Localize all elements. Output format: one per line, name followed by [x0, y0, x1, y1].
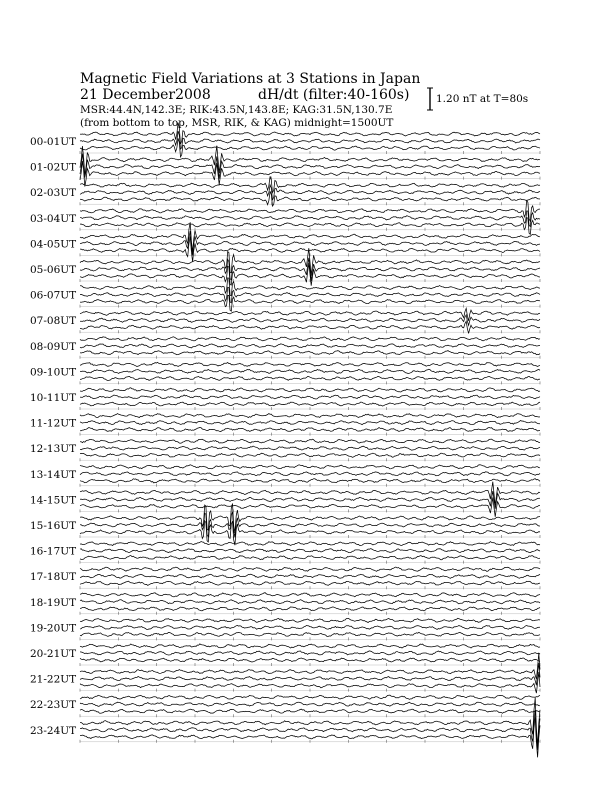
trace-MSR	[80, 717, 540, 757]
row-label: 10-11UT	[30, 392, 77, 404]
row-label: 20-21UT	[30, 648, 77, 660]
trace-KAG	[80, 414, 540, 418]
row-09-10UT	[30, 362, 540, 384]
trace-RIK	[80, 549, 540, 553]
trace-RIK	[80, 344, 540, 348]
chart-quantity: dH/dt (filter:40-160s)	[258, 87, 410, 103]
row-label: 08-09UT	[30, 340, 77, 353]
row-label: 05-06UT	[30, 264, 77, 276]
trace-RIK	[80, 663, 540, 685]
trace-RIK	[80, 421, 540, 425]
trace-MSR	[80, 581, 540, 585]
trace-RIK	[80, 315, 540, 326]
row-13-14UT	[30, 465, 540, 487]
trace-RIK	[80, 369, 540, 373]
trace-KAG	[80, 362, 540, 366]
trace-MSR	[80, 521, 540, 545]
trace-KAG	[80, 593, 540, 597]
trace-RIK	[80, 625, 540, 629]
trace-RIK	[80, 574, 540, 578]
trace-MSR	[80, 556, 540, 560]
row-label: 11-12UT	[30, 417, 77, 430]
trace-MSR	[80, 218, 540, 235]
row-22-23UT	[30, 695, 540, 717]
row-16-17UT	[30, 542, 540, 564]
trace-RIK	[80, 600, 540, 604]
trace-RIK	[80, 702, 540, 706]
trace-MSR	[80, 497, 540, 516]
row-00-01UT	[30, 123, 540, 157]
scale-bar-label: 1.20 nT at T=80s	[436, 93, 529, 105]
row-18-19UT	[30, 593, 540, 615]
trace-KAG	[80, 542, 540, 546]
trace-MSR	[80, 376, 540, 380]
trace-KAG	[80, 695, 540, 699]
trace-RIK	[80, 231, 540, 255]
trace-KAG	[80, 337, 540, 341]
trace-MSR	[80, 402, 540, 406]
trace-KAG	[80, 567, 540, 571]
row-label: 07-08UT	[30, 315, 77, 328]
station-coordinates: MSR:44.4N,142.3E; RIK:43.5N,143.8E; KAG:31.5N,130.7E	[80, 104, 393, 116]
row-label: 01-02UT	[30, 161, 77, 174]
row-03-04UT	[30, 201, 540, 235]
trace-MSR	[80, 351, 540, 355]
row-08-09UT	[30, 337, 540, 359]
row-label: 00-01UT	[30, 136, 77, 148]
row-20-21UT	[30, 644, 540, 666]
row-11-12UT	[30, 414, 540, 436]
row-21-22UT	[30, 653, 540, 693]
row-19-20UT	[30, 618, 540, 640]
trace-RIK	[80, 395, 540, 399]
trace-KAG	[80, 644, 540, 648]
trace-MSR	[80, 161, 540, 187]
trace-MSR	[80, 428, 540, 432]
trace-MSR	[80, 709, 540, 713]
station-order-note: (from bottom to top, MSR, RIK, & KAG) midnight=1500UT	[80, 117, 394, 129]
trace-RIK	[80, 446, 540, 450]
trace-KAG	[80, 653, 540, 679]
trace-MSR	[80, 295, 540, 311]
row-label: 04-05UT	[30, 238, 77, 251]
row-02-03UT	[30, 176, 540, 206]
row-label: 18-19UT	[30, 596, 77, 609]
trace-RIK	[80, 651, 540, 655]
trace-KAG	[80, 388, 540, 392]
row-label: 17-18UT	[30, 571, 77, 584]
row-label: 06-07UT	[30, 289, 77, 302]
trace-KAG	[80, 146, 540, 176]
row-12-13UT	[30, 439, 540, 461]
trace-RIK	[80, 154, 540, 179]
row-label: 21-22UT	[30, 673, 77, 686]
trace-KAG	[80, 439, 540, 443]
trace-MSR	[80, 632, 540, 636]
row-label: 13-14UT	[30, 468, 77, 481]
row-label: 12-13UT	[30, 443, 77, 456]
row-10-11UT	[30, 388, 540, 410]
trace-KAG	[80, 618, 540, 622]
row-label: 16-17UT	[30, 545, 77, 558]
scale-bar	[427, 88, 433, 110]
row-07-08UT	[30, 308, 540, 333]
row-label: 02-03UT	[30, 187, 77, 200]
trace-KAG	[80, 465, 540, 469]
row-label: 23-24UT	[30, 724, 77, 737]
trace-KAG	[80, 308, 540, 321]
trace-KAG	[80, 222, 540, 252]
row-14-15UT	[30, 482, 540, 517]
chart-title: Magnetic Field Variations at 3 Stations in Japan	[80, 71, 421, 87]
chart-date: 21 December2008	[80, 87, 211, 103]
row-label: 14-15UT	[30, 494, 77, 507]
row-label: 03-04UT	[30, 212, 77, 225]
row-label: 15-16UT	[30, 520, 77, 532]
row-17-18UT	[30, 567, 540, 589]
trace-MSR	[80, 479, 540, 483]
row-label: 19-20UT	[30, 622, 77, 635]
row-label: 22-23UT	[30, 699, 77, 712]
row-06-07UT	[30, 278, 540, 311]
row-23-24UT	[30, 698, 540, 758]
row-label: 09-10UT	[30, 366, 77, 379]
trace-MSR	[80, 658, 540, 662]
trace-MSR	[80, 453, 540, 457]
trace-RIK	[80, 287, 540, 303]
trace-RIK	[80, 472, 540, 476]
trace-MSR	[80, 607, 540, 611]
